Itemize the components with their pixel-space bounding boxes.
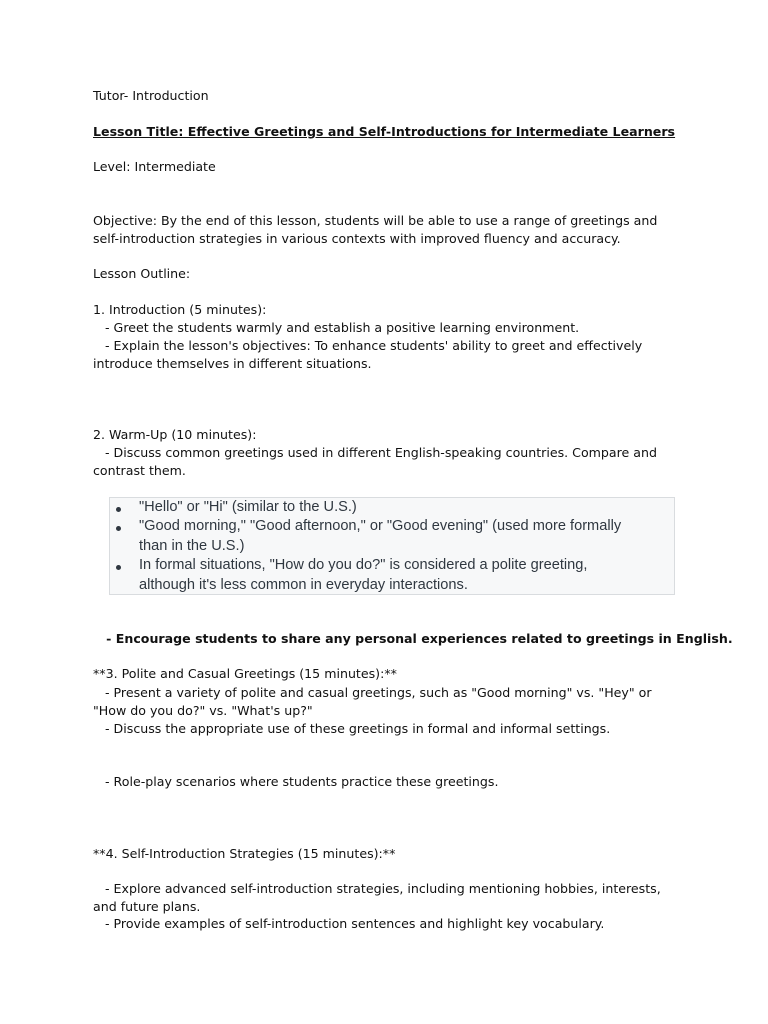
- lesson-title: Lesson Title: Effective Greetings and Self-Introductions for Intermediate Learners: [93, 124, 676, 139]
- section-1-heading: 1. Introduction (5 minutes):: [93, 302, 267, 317]
- objective-line-2: self-introduction strategies in various contexts with improved fluency and accuracy.: [93, 231, 621, 246]
- section-2-line: contrast them.: [93, 463, 186, 478]
- section-1-line: - Greet the students warmly and establish a positive learning environment.: [93, 320, 580, 335]
- outline-heading: Lesson Outline:: [93, 266, 191, 281]
- bullet-item: "Good morning," "Good afternoon," or "Good evening" (used more formally: [139, 518, 622, 534]
- bullet-item: In formal situations, "How do you do?" is considered a polite greeting,: [139, 557, 588, 573]
- section-4-line: - Provide examples of self-introduction sentences and highlight key vocabulary.: [93, 916, 605, 931]
- section-3-line: - Discuss the appropriate use of these greetings in formal and informal settings.: [93, 721, 611, 736]
- section-2-heading: 2. Warm-Up (10 minutes):: [93, 427, 257, 442]
- encourage-line: - Encourage students to share any personal experiences related to greetings in English.: [93, 631, 733, 646]
- objective-line-1: Objective: By the end of this lesson, students will be able to use a range of greetings and: [93, 213, 658, 228]
- level-line: Level: Intermediate: [93, 159, 216, 174]
- bullet-dot: [116, 565, 121, 570]
- bullet-dot: [116, 526, 121, 531]
- bullet-dot: [116, 507, 121, 512]
- section-4-line: and future plans.: [93, 899, 201, 914]
- section-3-line: - Present a variety of polite and casual greetings, such as "Good morning" vs. "Hey" or: [93, 685, 652, 700]
- bullet-item-continuation: although it's less common in everyday interactions.: [139, 577, 468, 593]
- section-3-line: "How do you do?" vs. "What's up?": [93, 703, 313, 718]
- section-1-line: - Explain the lesson's objectives: To enhance students' ability to greet and effectively: [93, 338, 643, 353]
- section-3-heading: **3. Polite and Casual Greetings (15 minutes):**: [93, 666, 397, 681]
- section-4-heading: **4. Self-Introduction Strategies (15 minutes):**: [93, 846, 396, 861]
- section-1-line: introduce themselves in different situations.: [93, 356, 372, 371]
- section-3-line: - Role-play scenarios where students practice these greetings.: [93, 774, 499, 789]
- doc-header: Tutor- Introduction: [93, 88, 209, 103]
- section-2-line: - Discuss common greetings used in different English-speaking countries. Compare and: [93, 445, 657, 460]
- section-4-line: - Explore advanced self-introduction strategies, including mentioning hobbies, interests,: [93, 881, 661, 896]
- bullet-item-continuation: than in the U.S.): [139, 538, 245, 554]
- bullet-item: "Hello" or "Hi" (similar to the U.S.): [139, 499, 357, 515]
